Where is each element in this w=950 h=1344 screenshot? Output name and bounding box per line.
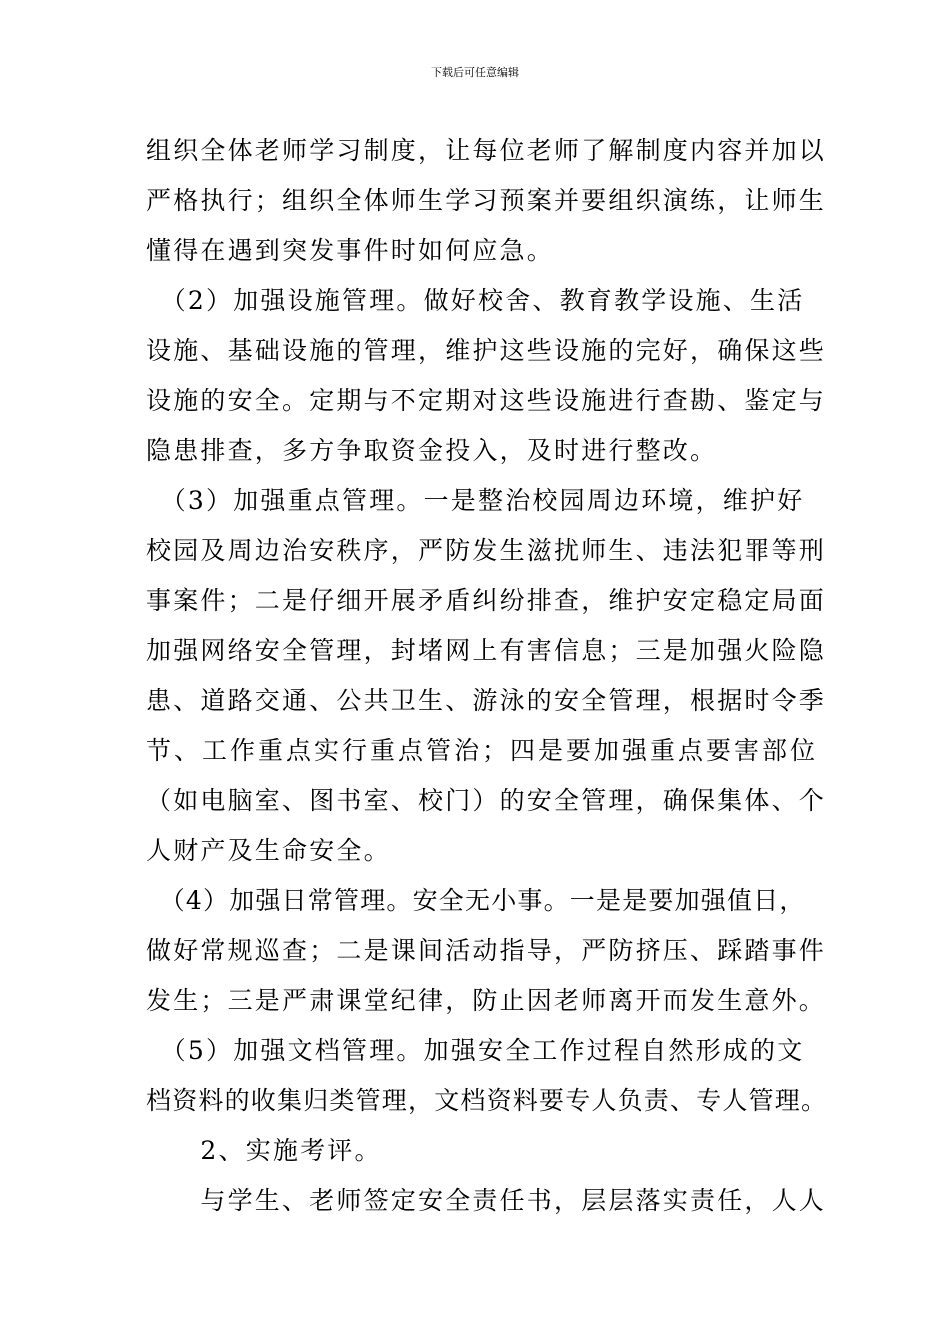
text-line: 事案件；二是仔细开展矛盾纠纷排查，维护安定稳定局面 — [146, 586, 827, 615]
text-line: 节、工作重点实行重点管治；四是要加强重点要害部位 — [146, 736, 819, 765]
text-line: 发生；三是严肃课堂纪律，防止因老师离开而发生意外。 — [146, 986, 827, 1015]
text-line: 设施的安全。定期与不定期对这些设施进行查勘、鉴定与 — [146, 386, 827, 415]
text-line: 档资料的收集归类管理，文档资料要专人负责、专人管理。 — [146, 1086, 828, 1115]
text-line: （3）加强重点管理。一是整治校园周边环境，维护好 — [146, 486, 805, 515]
text-line: 患、道路交通、公共卫生、游泳的安全管理，根据时令季 — [146, 686, 827, 715]
text-line: 严格执行；组织全体师生学习预案并要组织演练，让师生 — [146, 186, 827, 215]
text-line: 人财产及生命安全。 — [146, 836, 391, 865]
document-body — [146, 126, 828, 1226]
text-line: 组织全体老师学习制度，让每位老师了解制度内容并加以 — [146, 136, 827, 165]
text-line: 与学生、老师签定安全责任书，层层落实责任，人人 — [146, 1186, 827, 1215]
text-line: （如电脑室、图书室、校门）的安全管理，确保集体、个 — [146, 786, 827, 815]
text-line: 隐患排查，多方争取资金投入，及时进行整改。 — [146, 436, 718, 465]
text-line: 2、实施考评。 — [146, 1136, 382, 1165]
text-line: 做好常规巡查；二是课间活动指导，严防挤压、踩踏事件 — [146, 936, 827, 965]
text-line: 加强网络安全管理，封堵网上有害信息；三是加强火险隐 — [146, 636, 827, 665]
text-line: 懂得在遇到突发事件时如何应急。 — [146, 236, 555, 265]
text-line: 设施、基础设施的管理，维护这些设施的完好，确保这些 — [146, 336, 827, 365]
text-line: （4）加强日常管理。安全无小事。一是是要加强值日， — [146, 886, 806, 915]
text-line: （5）加强文档管理。加强安全工作过程自然形成的文 — [146, 1036, 805, 1065]
text-line: （2）加强设施管理。做好校舍、教育教学设施、生活 — [146, 286, 805, 315]
page-header-note: 下载后可任意编辑 — [431, 66, 519, 79]
text-line: 校园及周边治安秩序，严防发生滋扰师生、违法犯罪等刑 — [146, 536, 827, 565]
